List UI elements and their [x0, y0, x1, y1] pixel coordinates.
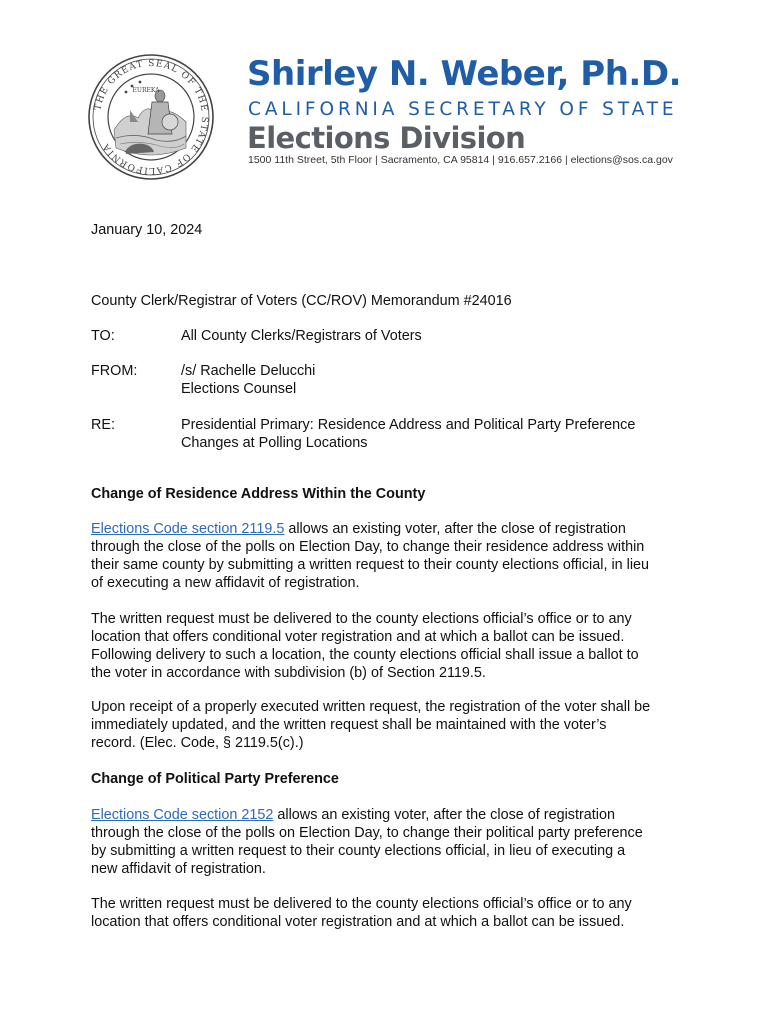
- paragraph-residence-3: [91, 698, 691, 752]
- svg-text:EUREKA: EUREKA: [132, 87, 160, 94]
- re-line-1: Presidential Primary: Residence Address and Political Party Preference: [181, 417, 636, 433]
- paragraph-residence-1: [91, 520, 691, 592]
- memo-title: County Clerk/Registrar of Voters (CC/ROV) Memorandum #24016: [91, 293, 512, 309]
- letterhead-division: Elections Division: [247, 121, 526, 155]
- letterhead-office: CALIFORNIA SECRETARY OF STATE: [248, 99, 678, 120]
- paragraph-text: allows an existing voter, after the close of registration: [284, 521, 626, 537]
- paragraph-line: by submitting a written request to their county elections official, in lieu of executing a: [91, 843, 626, 859]
- elections-code-2119-5-link[interactable]: Elections Code section 2119.5: [91, 521, 285, 537]
- paragraph-line: record. (Elec. Code, § 2119.5(c).): [91, 735, 304, 751]
- paragraph-line: through the close of the polls on Election Day, to change their residence address within: [91, 539, 645, 555]
- paragraph-line: through the close of the polls on Election Day, to change their political party preference: [91, 825, 643, 841]
- section-heading-party: Change of Political Party Preference: [91, 771, 339, 787]
- re-line-2: Changes at Polling Locations: [181, 435, 368, 451]
- re-label: RE:: [91, 417, 115, 433]
- paragraph-line: immediately updated, and the written request shall be maintained with the voter’s: [91, 717, 607, 733]
- paragraph-line: The written request must be delivered to the county elections official’s office or to any: [91, 896, 632, 912]
- paragraph-party-2: [91, 895, 691, 931]
- from-name: /s/ Rachelle Delucchi: [181, 363, 316, 379]
- paragraph-line: location that offers conditional voter registration and at which a ballot can be issued.: [91, 629, 625, 645]
- paragraph-line: Upon receipt of a properly executed written request, the registration of the voter shall be: [91, 699, 651, 715]
- elections-code-2152-link[interactable]: Elections Code section 2152: [91, 807, 274, 823]
- paragraph-party-1: [91, 806, 691, 878]
- paragraph-line: location that offers conditional voter registration and at which a ballot can be issued.: [91, 914, 625, 930]
- memo-date: January 10, 2024: [91, 222, 203, 238]
- paragraph-line: new affidavit of registration.: [91, 861, 266, 877]
- paragraph-line: the voter in accordance with subdivision (b) of Section 2119.5.: [91, 665, 486, 681]
- to-label: TO:: [91, 328, 115, 344]
- letterhead-name: Shirley N. Weber, Ph.D.: [247, 54, 681, 94]
- paragraph-line: Following delivery to such a location, the county elections official shall issue a ballot to: [91, 647, 639, 663]
- from-label: FROM:: [91, 363, 138, 379]
- paragraph-residence-2: [91, 610, 691, 682]
- paragraph-line: [91, 520, 691, 538]
- svg-text:THE GREAT SEAL OF THE STATE OF: THE GREAT SEAL OF THE STATE OF CALIFORNIA: [93, 58, 210, 176]
- paragraph-text: allows an existing voter, after the close of registration: [273, 807, 615, 823]
- paragraph-line: [91, 806, 691, 824]
- paragraph-line: their same county by submitting a written request to their county elections official, in lieu: [91, 557, 650, 573]
- paragraph-line: of executing a new affidavit of registration.: [91, 575, 360, 591]
- section-heading-residence: Change of Residence Address Within the County: [91, 486, 426, 502]
- letterhead-address: 1500 11th Street, 5th Floor | Sacramento, CA 95814 | 916.657.2166 | elections@sos.ca.gov: [248, 154, 673, 166]
- to-value: All County Clerks/Registrars of Voters: [181, 328, 422, 344]
- from-title: Elections Counsel: [181, 381, 297, 397]
- paragraph-line: The written request must be delivered to the county elections official’s office or to any: [91, 611, 632, 627]
- state-seal-icon: [86, 52, 216, 182]
